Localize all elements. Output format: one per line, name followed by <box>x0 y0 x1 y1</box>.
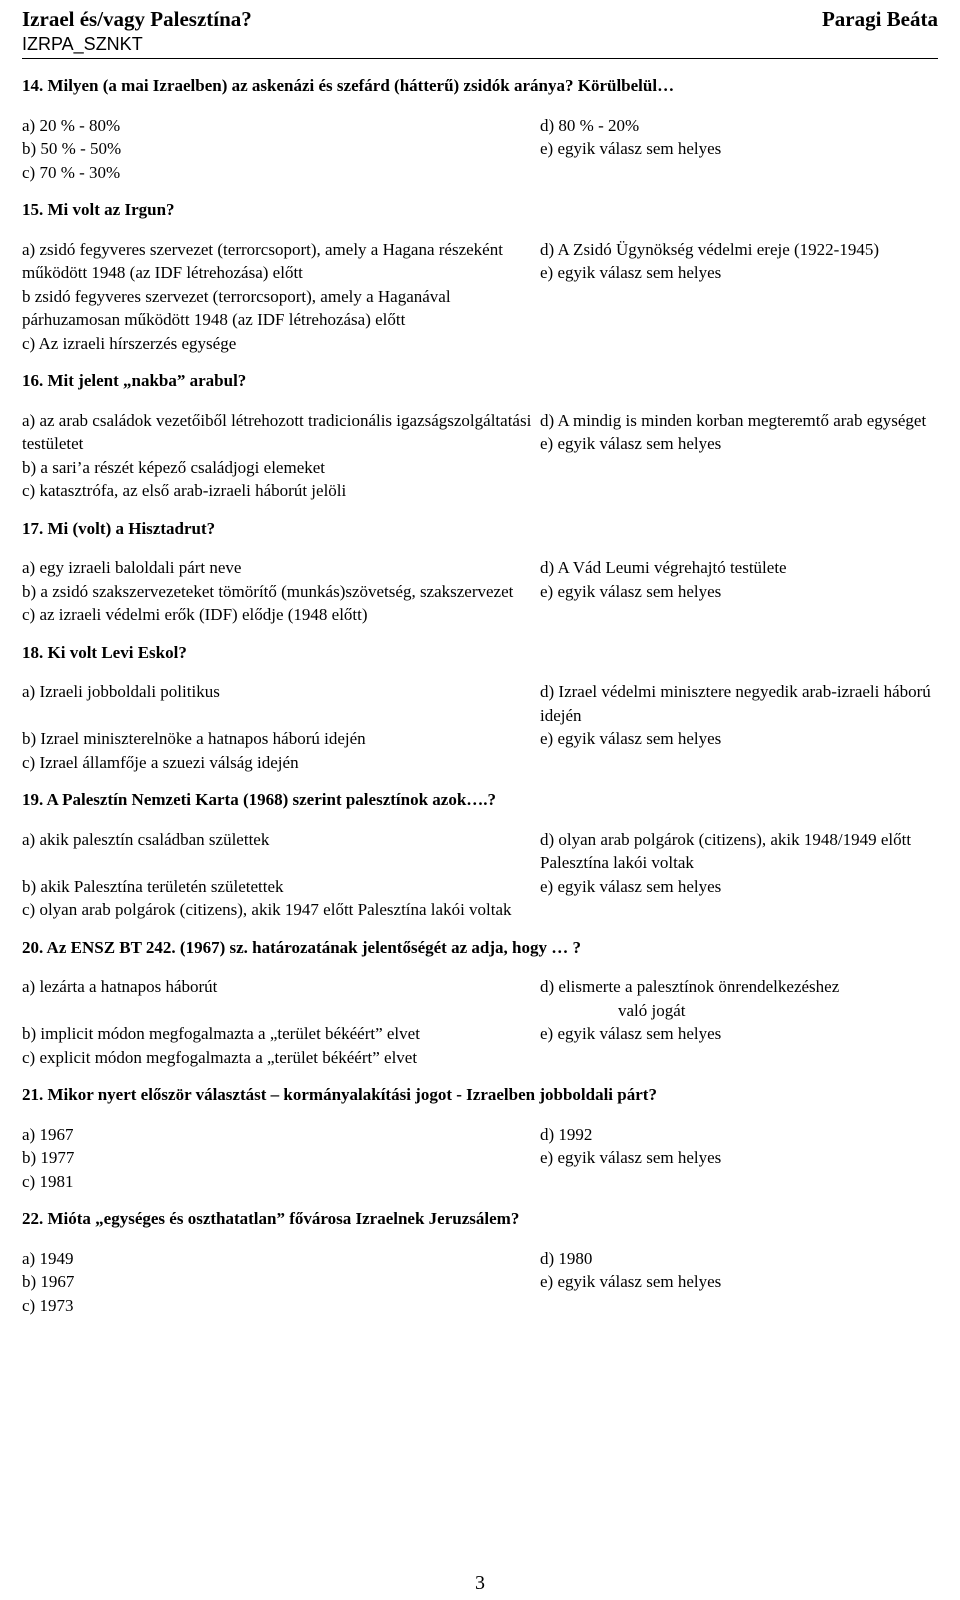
answer-option: b) a zsidó szakszervezeteket tömörítő (munkás)szövetség, szakszervezet <box>22 581 514 601</box>
answer-option: a) egy izraeli baloldali párt neve <box>22 558 242 577</box>
document-title: Izrael és/vagy Palesztína? <box>22 7 252 31</box>
answer-column-right <box>540 114 938 185</box>
answer-option: b) akik Palesztína területén születettek <box>22 876 284 896</box>
answer-option: a) Izraeli jobboldali politikus <box>22 682 220 701</box>
answer-column-left <box>22 556 540 627</box>
answer-option: e) egyik válasz sem helyes <box>540 729 722 748</box>
answer-option: c) Izrael államfője a szuezi válság idején <box>22 752 299 772</box>
answer-option <box>22 704 540 728</box>
question-title: 16. Mit jelent „nakba” arabul? <box>22 371 247 390</box>
page-number: 3 <box>475 1572 485 1594</box>
answer-option: c) 70 % - 30% <box>22 162 121 182</box>
answer-option: b) implicit módon megfogalmazta a „terület békéért” elvet <box>22 1024 420 1043</box>
answer-option: b zsidó fegyveres szervezet (terrorcsoport), amely a Haganával párhuzamosan működött 1948 (az IDF létrehozása) előtt <box>22 286 451 329</box>
answer-option: e) egyik válasz sem helyes <box>540 434 722 453</box>
answer-column-left <box>22 409 540 503</box>
answer-option: d) 80 % - 20% <box>540 115 640 135</box>
question-block <box>22 74 938 184</box>
answer-column-left <box>22 114 540 185</box>
answer-option: d) A Zsidó Ügynökség védelmi ereje (1922-1945) <box>540 239 879 259</box>
answer-option: d) A Vád Leumi végrehajtó testülete <box>540 558 787 577</box>
question-block <box>22 517 938 627</box>
answer-option: b) Izrael miniszterelnöke a hatnapos háború idején <box>22 729 366 748</box>
answer-option: a) lezárta a hatnapos háborút <box>22 977 218 996</box>
question-title: 18. Ki volt Levi Eskol? <box>22 642 187 662</box>
answer-option: való jogát <box>618 1000 686 1020</box>
answer-option: a) zsidó fegyveres szervezet (terrorcsoport), amely a Hagana részeként működött 1948 (az IDF létrehozása) előtt <box>22 239 503 282</box>
document-code: IZRPA_SZNKT <box>22 34 143 54</box>
question-list <box>22 74 938 1331</box>
answer-option: b) 50 % - 50% <box>22 139 122 158</box>
answer-option: d) 1992 <box>540 1124 593 1144</box>
question-block <box>22 788 938 922</box>
answer-option: d) elismerte a palesztínok önrendelkezéshez <box>540 977 840 996</box>
answer-option: c) explicit módon megfogalmazta a „terület békéért” elvet <box>22 1047 418 1067</box>
answer-option: c) olyan arab polgárok (citizens), akik 1947 előtt Palesztína lakói voltak <box>22 900 512 919</box>
answer-option: d) A mindig is minden korban megteremtő arab egységet <box>540 410 927 430</box>
question-title: 19. A Palesztín Nemzeti Karta (1968) szerint palesztínok azok….? <box>22 790 497 809</box>
page-header <box>22 6 938 59</box>
answer-column-right <box>540 975 938 1069</box>
answer-grid <box>22 409 938 503</box>
answer-option: e) egyik válasz sem helyes <box>540 1024 722 1043</box>
answer-column-left <box>22 1247 540 1318</box>
answer-grid <box>22 975 938 1069</box>
answer-option: e) egyik válasz sem helyes <box>540 139 722 158</box>
question-block <box>22 936 938 1070</box>
answer-option: d) 1980 <box>540 1248 593 1268</box>
answer-column-right <box>540 238 938 356</box>
question-title: 21. Mikor nyert először választást – kormányalakítási jogot - Izraelben jobboldali párt? <box>22 1085 657 1104</box>
answer-column-right <box>540 1123 938 1194</box>
answer-option: a) akik palesztín családban születtek <box>22 829 270 849</box>
answer-option: a) 20 % - 80% <box>22 115 121 135</box>
answer-option: c) katasztrófa, az első arab-izraeli háborút jelöli <box>22 481 347 500</box>
answer-option: d) olyan arab polgárok (citizens), akik 1948/1949 előtt Palesztína lakói voltak <box>540 829 912 872</box>
answer-option: e) egyik válasz sem helyes <box>540 1148 722 1167</box>
question-title: 17. Mi (volt) a Hisztadrut? <box>22 518 216 538</box>
answer-option: e) egyik válasz sem helyes <box>540 263 722 282</box>
answer-column-right <box>540 409 938 503</box>
answer-column-right <box>540 680 938 774</box>
question-block <box>22 1083 938 1193</box>
answer-column-right <box>540 1247 938 1318</box>
answer-grid <box>22 556 938 627</box>
answer-option: a) 1949 <box>22 1248 74 1268</box>
answer-option: c) az izraeli védelmi erők (IDF) elődje (1948 előtt) <box>22 605 368 624</box>
answer-option: c) 1973 <box>22 1295 74 1315</box>
answer-grid <box>22 114 938 185</box>
answer-option: c) 1981 <box>22 1171 74 1191</box>
question-block <box>22 1207 938 1317</box>
answer-option: b) 1967 <box>22 1272 75 1291</box>
header-divider <box>22 58 938 59</box>
answer-grid <box>22 680 938 774</box>
answer-option: e) egyik válasz sem helyes <box>540 876 722 896</box>
author-name: Paragi Beáta <box>821 7 938 31</box>
answer-option: b) 1977 <box>22 1148 75 1167</box>
answer-option <box>22 851 540 875</box>
answer-option: a) az arab családok vezetőiből létrehozott tradicionális igazságszolgáltatási testületet <box>22 410 532 453</box>
answer-column-left <box>22 238 540 356</box>
answer-column-left <box>22 828 540 922</box>
answer-option: c) Az izraeli hírszerzés egysége <box>22 333 237 353</box>
question-title: 22. Mióta „egységes és oszthatatlan” fővárosa Izraelnek Jeruzsálem? <box>22 1209 520 1228</box>
answer-column-right <box>540 828 938 922</box>
question-title: 20. Az ENSZ BT 242. (1967) sz. határozatának jelentőségét az adja, hogy … ? <box>22 937 581 957</box>
answer-grid <box>22 1247 938 1318</box>
question-block <box>22 641 938 775</box>
answer-option: e) egyik válasz sem helyes <box>540 1272 722 1291</box>
question-title: 14. Milyen (a mai Izraelben) az askenázi és szefárd (hátterű) zsidók aránya? Körülbelül… <box>22 76 675 95</box>
question-block <box>22 198 938 355</box>
answer-column-left <box>22 680 540 774</box>
question-block <box>22 369 938 503</box>
answer-option: b) a sari’a részét képező családjogi elemeket <box>22 457 326 477</box>
answer-option: a) 1967 <box>22 1124 74 1144</box>
answer-column-left <box>22 975 540 1069</box>
answer-grid <box>22 828 938 922</box>
answer-grid <box>22 238 938 356</box>
question-title: 15. Mi volt az Irgun? <box>22 200 175 219</box>
answer-option: d) Izrael védelmi minisztere negyedik arab-izraeli háború idején <box>540 682 931 725</box>
answer-column-right <box>540 556 938 627</box>
answer-option <box>22 999 540 1023</box>
answer-option: e) egyik válasz sem helyes <box>540 581 722 601</box>
answer-grid <box>22 1123 938 1194</box>
answer-column-left <box>22 1123 540 1194</box>
